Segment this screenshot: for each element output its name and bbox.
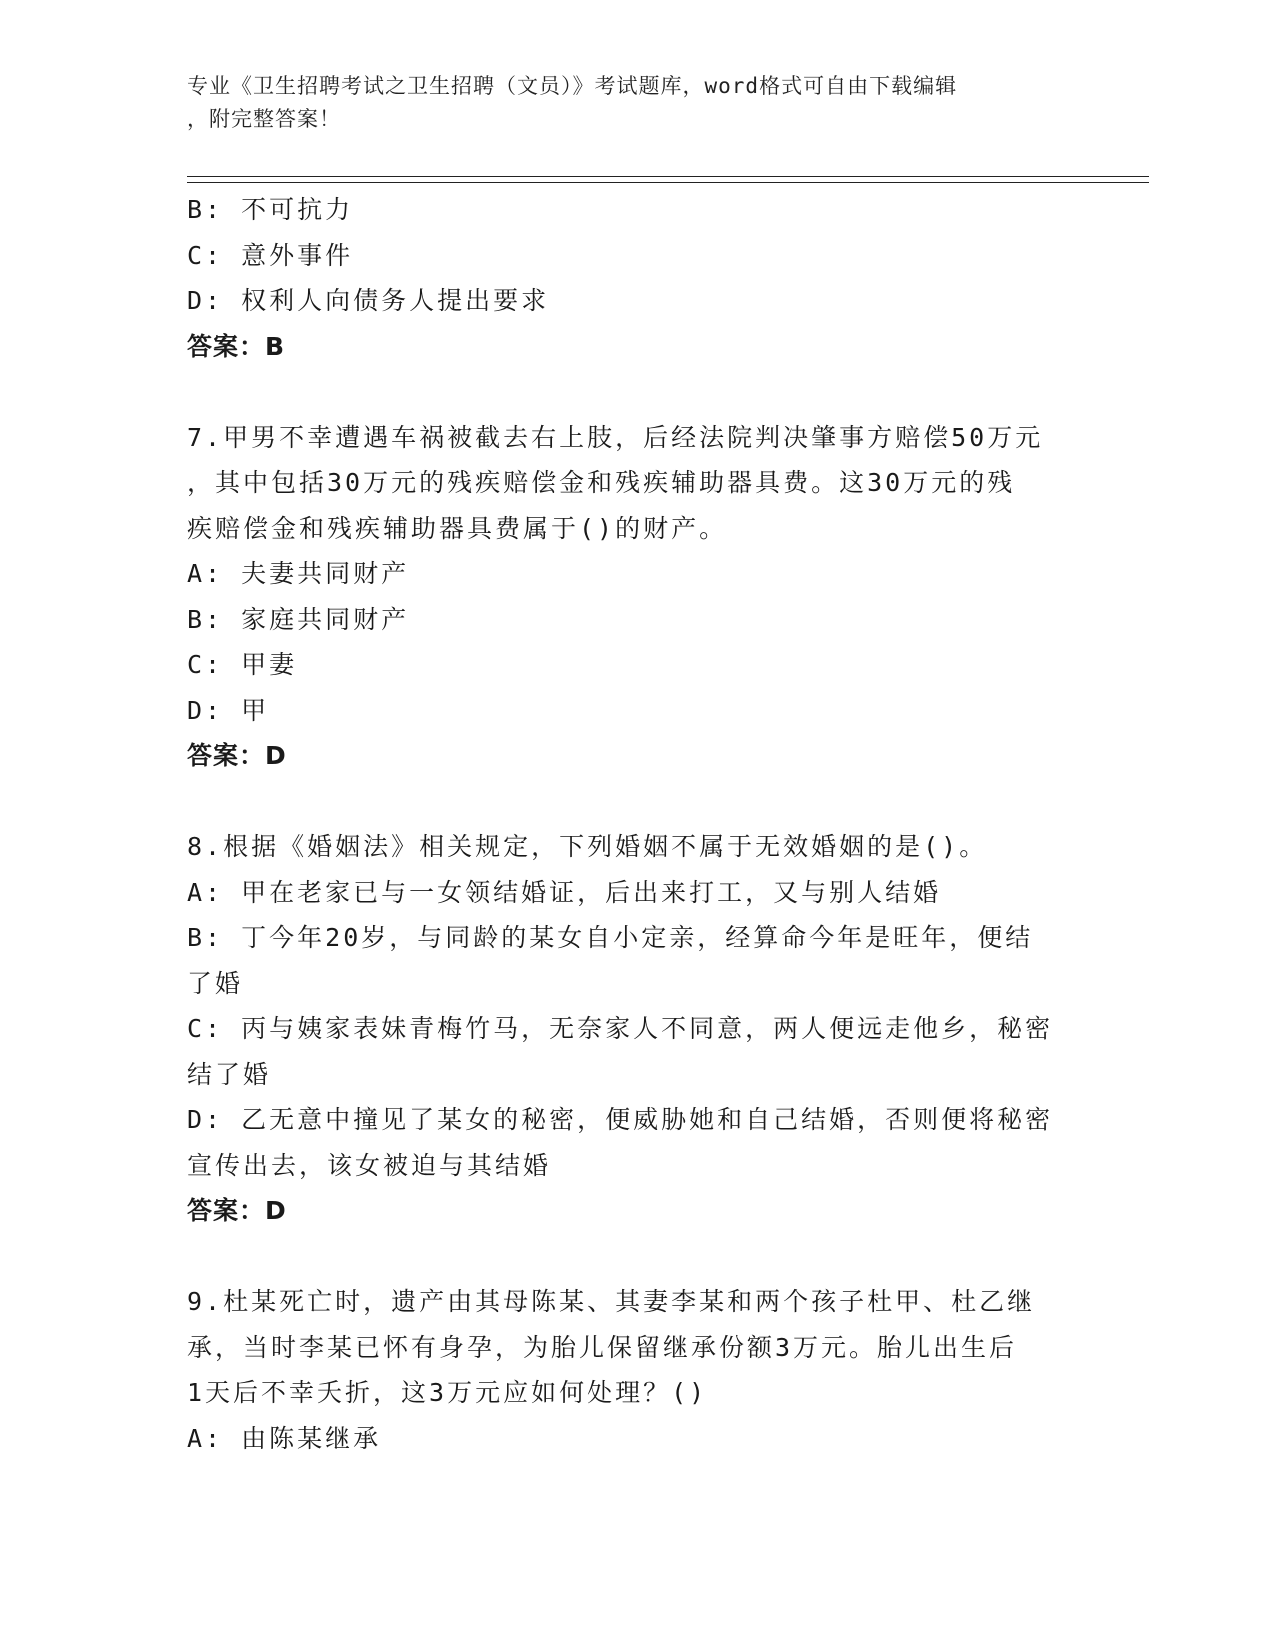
question-7-text: 疾赔偿金和残疾辅助器具费属于()的财产。 [187,513,728,543]
option-d-continued: 宣传出去，该女被迫与其结婚 [187,1150,552,1180]
answer-line: 答案：D [187,1196,287,1225]
question-8-text: 8.根据《婚姻法》相关规定，下列婚姻不属于无效婚姻的是()。 [187,832,988,861]
option-a: A: 甲在老家已与一女领结婚证，后出来打工，又与别人结婚 [187,877,942,907]
question-9-text: 9.杜某死亡时，遗产由其母陈某、其妻李某和两个孩子杜甲、杜乙继 [187,1287,1036,1316]
header-divider [187,176,1149,183]
header-line-2: ，附完整答案！ [187,107,341,131]
question-gap [187,779,1077,825]
question-9-text: 承，当时李某已怀有身孕，为胎儿保留继承份额3万元。胎儿出生后 [187,1332,1018,1362]
option-b: B: 丁今年20岁，与同龄的某女自小定亲，经算命今年是旺年，便结 [187,923,1034,952]
option-c-continued: 结了婚 [187,1059,272,1089]
question-gap [187,1234,1077,1280]
header-line-1: 专业《卫生招聘考试之卫生招聘（文员）》考试题库，word格式可自由下载编辑 [187,74,958,98]
question-7-text: 7.甲男不幸遭遇车祸被截去右上肢，后经法院判决肇事方赔偿50万元 [187,422,1044,452]
option-d: D: 乙无意中撞见了某女的秘密，便威胁她和自己结婚，否则便将秘密 [187,1105,1054,1134]
option-c: C: 意外事件 [187,240,354,270]
option-c: C: 丙与姨家表妹青梅竹马，无奈家人不同意，两人便远走他乡，秘密 [187,1014,1054,1043]
option-b: B: 家庭共同财产 [187,604,410,634]
option-a: A: 由陈某继承 [187,1423,382,1453]
answer-line: 答案：D [187,741,287,770]
option-b-continued: 了婚 [187,968,244,998]
option-d: D: 权利人向债务人提出要求 [187,286,550,315]
question-list [187,187,1077,1461]
answer-line: 答案：B [187,331,286,361]
option-a: A: 夫妻共同财产 [187,559,410,588]
question-gap [187,369,1077,415]
option-b: B: 不可抗力 [187,195,354,224]
question-7-text: ，其中包括30万元的残疾赔偿金和残疾辅助器具费。这30万元的残 [187,468,1016,497]
option-d: D: 甲 [187,695,270,725]
option-c: C: 甲妻 [187,650,298,679]
page-header [187,70,1077,136]
question-9-text: 1天后不幸夭折，这3万元应如何处理？() [187,1378,708,1407]
